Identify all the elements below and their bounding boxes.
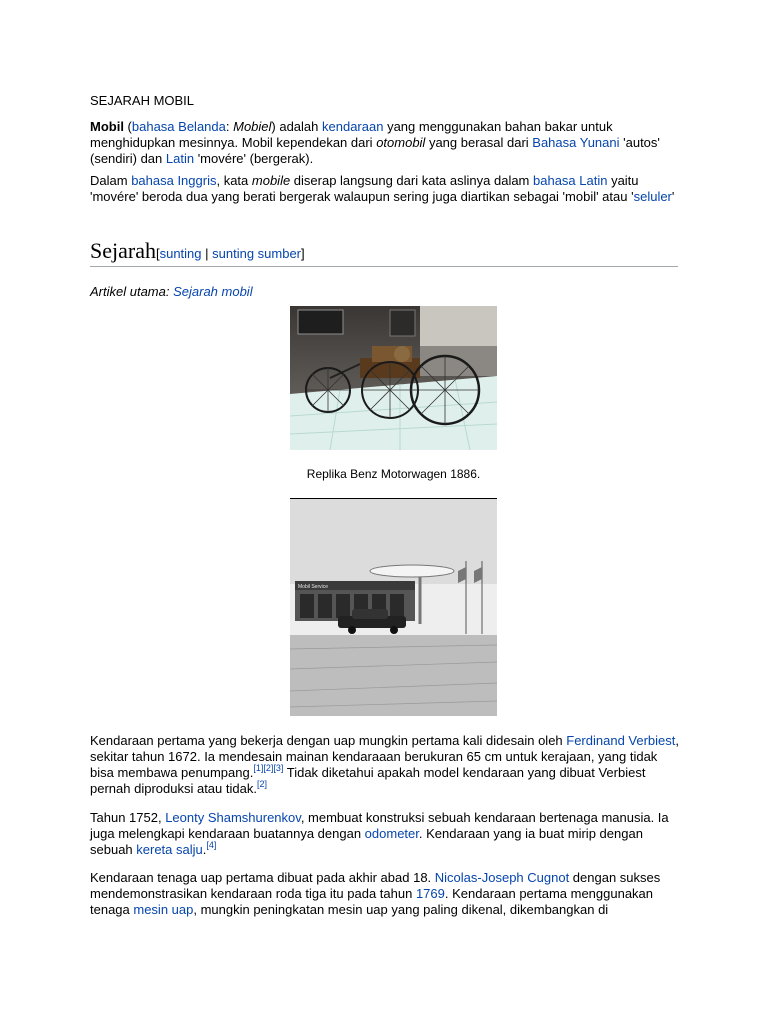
text: . Kendaraan pertama menggunakan tenaga	[90, 886, 654, 917]
link-bahasa-inggris[interactable]: bahasa Inggris	[131, 173, 217, 188]
text: 'movére' (bergerak).	[194, 151, 314, 166]
link-leonty-shamshurenkov[interactable]: Leonty Shamshurenkov	[165, 810, 301, 825]
text: '	[671, 189, 675, 204]
text: . Kendaraan yang ia buat mirip dengan sebuah	[90, 826, 643, 857]
link-bahasa-latin[interactable]: bahasa Latin	[533, 173, 608, 188]
text: dengan sukses mendemonstrasikan kendaraan roda tiga itu pada tahun	[90, 870, 661, 901]
body-paragraph-3	[90, 870, 680, 918]
main-article-link[interactable]: Sejarah mobil	[173, 284, 253, 299]
link-bahasa-yunani[interactable]: Bahasa Yunani	[532, 135, 620, 150]
link-kendaraan[interactable]: kendaraan	[322, 119, 384, 134]
text: , kata	[216, 173, 252, 188]
link-nicolas-joseph-cugnot[interactable]: Nicolas-Joseph Cugnot	[434, 870, 570, 885]
station-sign: Mobil Service	[298, 584, 329, 590]
text: Kendaraan pertama yang bekerja dengan uap mungkin pertama kali didesain oleh	[90, 733, 567, 748]
section-heading	[90, 238, 678, 267]
text: yaitu 'movére' beroda dua yang berati bergerak walaupun sering juga diartikan sebagai 'mobil' atau '	[90, 173, 639, 204]
text: Tidak diketahui apakah model kendaraan yang dibuat Verbiest pernah diproduksi atau tidak.	[90, 765, 646, 796]
text: (	[123, 119, 132, 134]
text: Tahun 1752,	[90, 810, 166, 825]
link-kereta-salju[interactable]: kereta salju	[136, 842, 203, 857]
italic-term: otomobil	[376, 135, 426, 150]
figure-caption: Replika Benz Motorwagen 1886.	[306, 467, 481, 481]
text: .	[202, 842, 207, 857]
benz-motorwagen-image[interactable]	[290, 306, 497, 450]
separator: |	[201, 246, 213, 261]
text: :	[225, 119, 234, 134]
text: yang berasal dari	[425, 135, 533, 150]
bracket: [	[155, 246, 160, 261]
text: diserap langsung dari kata aslinya dalam	[290, 173, 533, 188]
bold-term: Mobil	[90, 119, 124, 134]
edit-source-link[interactable]: sunting sumber	[212, 246, 302, 261]
service-station-image[interactable]	[290, 498, 497, 716]
italic-term: mobile	[251, 173, 291, 188]
edit-links	[156, 246, 305, 261]
citation-link[interactable]: [2]	[256, 779, 267, 789]
text: , sekitar tahun 1672. Ia mendesain mainan kendaraaan berukuran 65 cm untuk kerajaan, yang tidak bisa membawa penumpang.	[90, 733, 680, 780]
intro-paragraph-2	[90, 173, 680, 205]
text: , membuat konstruksi sebuah kendaraan bertenaga manusia. Ia juga melengkapi kendaraan buatannya dengan	[90, 810, 669, 841]
main-article-label: Artikel utama:	[90, 284, 174, 299]
link-bahasa-belanda[interactable]: bahasa Belanda	[131, 119, 226, 134]
service-station-photo	[290, 499, 497, 716]
text: Kendaraan tenaga uap pertama dibuat pada akhir abad 18.	[90, 870, 435, 885]
text: ) adalah	[271, 119, 322, 134]
body-paragraph-1	[90, 733, 680, 797]
text: 'autos' (sendiri) dan	[90, 135, 660, 166]
document-title: SEJARAH MOBIL	[90, 93, 195, 108]
bracket: ]	[301, 246, 305, 261]
italic-term: Mobiel	[233, 119, 272, 134]
link-latin[interactable]: Latin	[165, 151, 195, 166]
link-1769[interactable]: 1769	[415, 886, 445, 901]
link-ferdinand-verbiest[interactable]: Ferdinand Verbiest	[566, 733, 676, 748]
benz-motorwagen-photo	[290, 306, 497, 450]
citation-link[interactable]: [4]	[206, 840, 217, 850]
main-article-note	[90, 284, 680, 299]
text: , mungkin peningkatan mesin uap yang paling dikenal, dikembangkan di	[193, 902, 609, 917]
edit-link[interactable]: sunting	[159, 246, 202, 261]
citation-link[interactable]: [1][2][3]	[253, 763, 284, 773]
link-mesin-uap[interactable]: mesin uap	[133, 902, 194, 917]
link-odometer[interactable]: odometer	[364, 826, 419, 841]
text: Dalam	[90, 173, 132, 188]
link-seluler[interactable]: seluler	[633, 189, 672, 204]
text: yang menggunakan bahan bakar untuk menghidupkan mesinnya. Mobil kependekan dari	[90, 119, 613, 150]
section-title: Sejarah	[90, 238, 156, 263]
intro-paragraph-1	[90, 119, 680, 167]
body-paragraph-2	[90, 810, 680, 858]
